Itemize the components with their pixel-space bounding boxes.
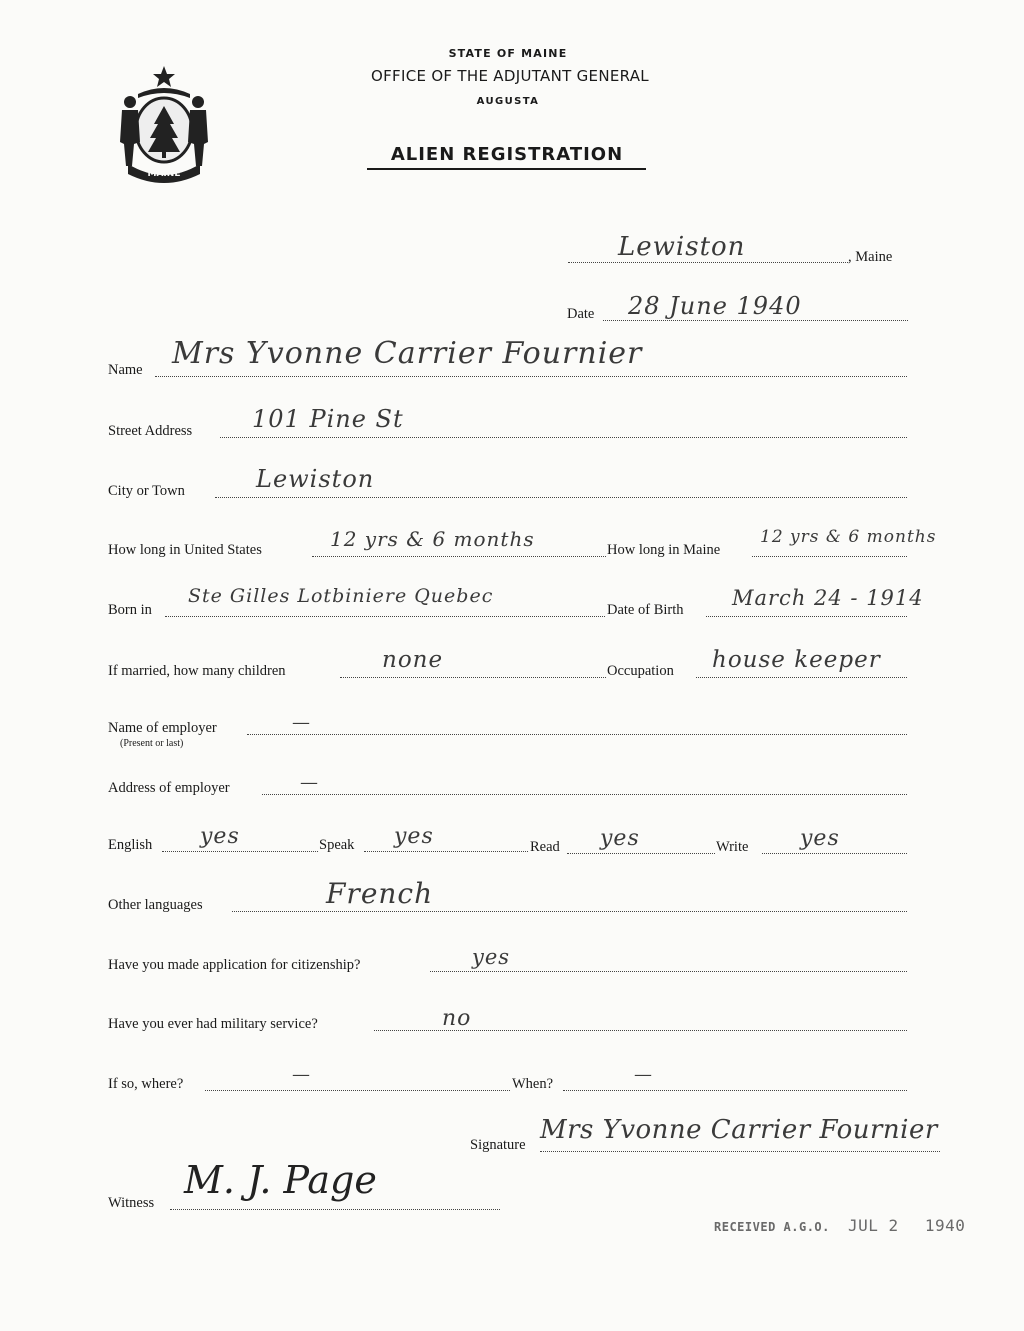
- header-city: AUGUSTA: [476, 96, 540, 107]
- stamp-year: 1940: [924, 1216, 966, 1235]
- read-label: Read: [530, 839, 560, 855]
- english-label: English: [108, 837, 153, 853]
- signature-value: Mrs Yvonne Carrier Fournier: [540, 1115, 938, 1145]
- date-value: 28 June 1940: [628, 292, 802, 320]
- employer-address-label: Address of employer: [108, 780, 230, 796]
- other-languages-value: French: [326, 877, 434, 910]
- employer-label: Name of employer: [108, 720, 217, 736]
- employer-address-line: [262, 794, 907, 795]
- read-line: [567, 853, 715, 854]
- occupation-value: house keeper: [712, 647, 881, 673]
- born-in-label: Born in: [108, 602, 152, 618]
- other-languages-line: [232, 911, 907, 912]
- city-value: Lewiston: [256, 465, 375, 493]
- stamp-received: RECEIVED A.G.O.: [714, 1220, 830, 1234]
- other-languages-label: Other languages: [108, 897, 203, 913]
- dob-label: Date of Birth: [607, 602, 684, 618]
- name-line: [155, 376, 907, 377]
- form-title: ALIEN REGISTRATION: [390, 144, 624, 165]
- witness-value: M. J. Page: [184, 1158, 377, 1202]
- occupation-line: [696, 677, 907, 678]
- dob-value: March 24 - 1914: [732, 586, 924, 610]
- street-line: [220, 437, 907, 438]
- employer-value: —: [292, 712, 311, 733]
- how-long-us-label: How long in United States: [108, 542, 262, 558]
- born-in-value: Ste Gilles Lotbiniere Quebec: [188, 585, 494, 607]
- date-label: Date: [567, 306, 595, 322]
- street-label: Street Address: [108, 423, 193, 439]
- name-value: Mrs Yvonne Carrier Fournier: [172, 336, 643, 371]
- children-line: [340, 677, 606, 678]
- employer-line: [247, 734, 907, 735]
- when-value: —: [634, 1064, 653, 1085]
- stamp-date: JUL 2: [848, 1216, 899, 1235]
- citizenship-value: yes: [472, 945, 511, 969]
- signature-label: Signature: [470, 1137, 526, 1153]
- employer-sublabel: (Present or last): [120, 738, 184, 749]
- occupation-label: Occupation: [607, 663, 674, 679]
- where-line: [205, 1090, 510, 1091]
- citizenship-line: [430, 971, 907, 972]
- dob-line: [706, 616, 907, 617]
- name-label: Name: [108, 362, 143, 378]
- witness-line: [170, 1209, 500, 1210]
- children-label: If married, how many children: [108, 663, 286, 679]
- signature-line: [540, 1151, 940, 1152]
- witness-label: Witness: [108, 1195, 155, 1211]
- when-line: [563, 1090, 907, 1091]
- write-line: [762, 853, 907, 854]
- place-suffix: , Maine: [848, 249, 893, 265]
- title-underline: [367, 168, 646, 170]
- write-label: Write: [716, 839, 749, 855]
- date-line: [603, 320, 908, 321]
- seal-banner-text: MAINE: [147, 169, 181, 179]
- where-value: —: [292, 1064, 311, 1085]
- how-long-us-value: 12 yrs & 6 months: [330, 527, 535, 551]
- military-label: Have you ever had military service?: [108, 1016, 318, 1032]
- born-in-line: [165, 616, 605, 617]
- english-line: [162, 851, 318, 852]
- how-long-me-label: How long in Maine: [607, 542, 721, 558]
- speak-label: Speak: [319, 837, 355, 853]
- when-label: When?: [512, 1076, 554, 1092]
- header-state: STATE OF MAINE: [448, 47, 568, 60]
- children-value: none: [382, 647, 444, 673]
- received-stamp: [714, 1216, 965, 1235]
- place-value: Lewiston: [618, 232, 746, 262]
- how-long-us-line: [312, 556, 606, 557]
- city-label: City or Town: [108, 483, 185, 499]
- speak-line: [364, 851, 528, 852]
- place-line: [568, 262, 848, 263]
- read-value: yes: [600, 826, 640, 851]
- how-long-me-line: [752, 556, 907, 557]
- header-office: OFFICE OF THE ADJUTANT GENERAL: [371, 67, 649, 85]
- military-value: no: [442, 1006, 472, 1031]
- write-value: yes: [800, 826, 840, 851]
- city-line: [215, 497, 907, 498]
- english-value: yes: [200, 824, 240, 849]
- employer-address-value: —: [300, 772, 319, 793]
- where-label: If so, where?: [108, 1076, 184, 1092]
- how-long-me-value: 12 yrs & 6 months: [760, 527, 937, 547]
- street-value: 101 Pine St: [252, 405, 404, 433]
- citizenship-label: Have you made application for citizenship?: [108, 957, 361, 973]
- speak-value: yes: [394, 824, 434, 849]
